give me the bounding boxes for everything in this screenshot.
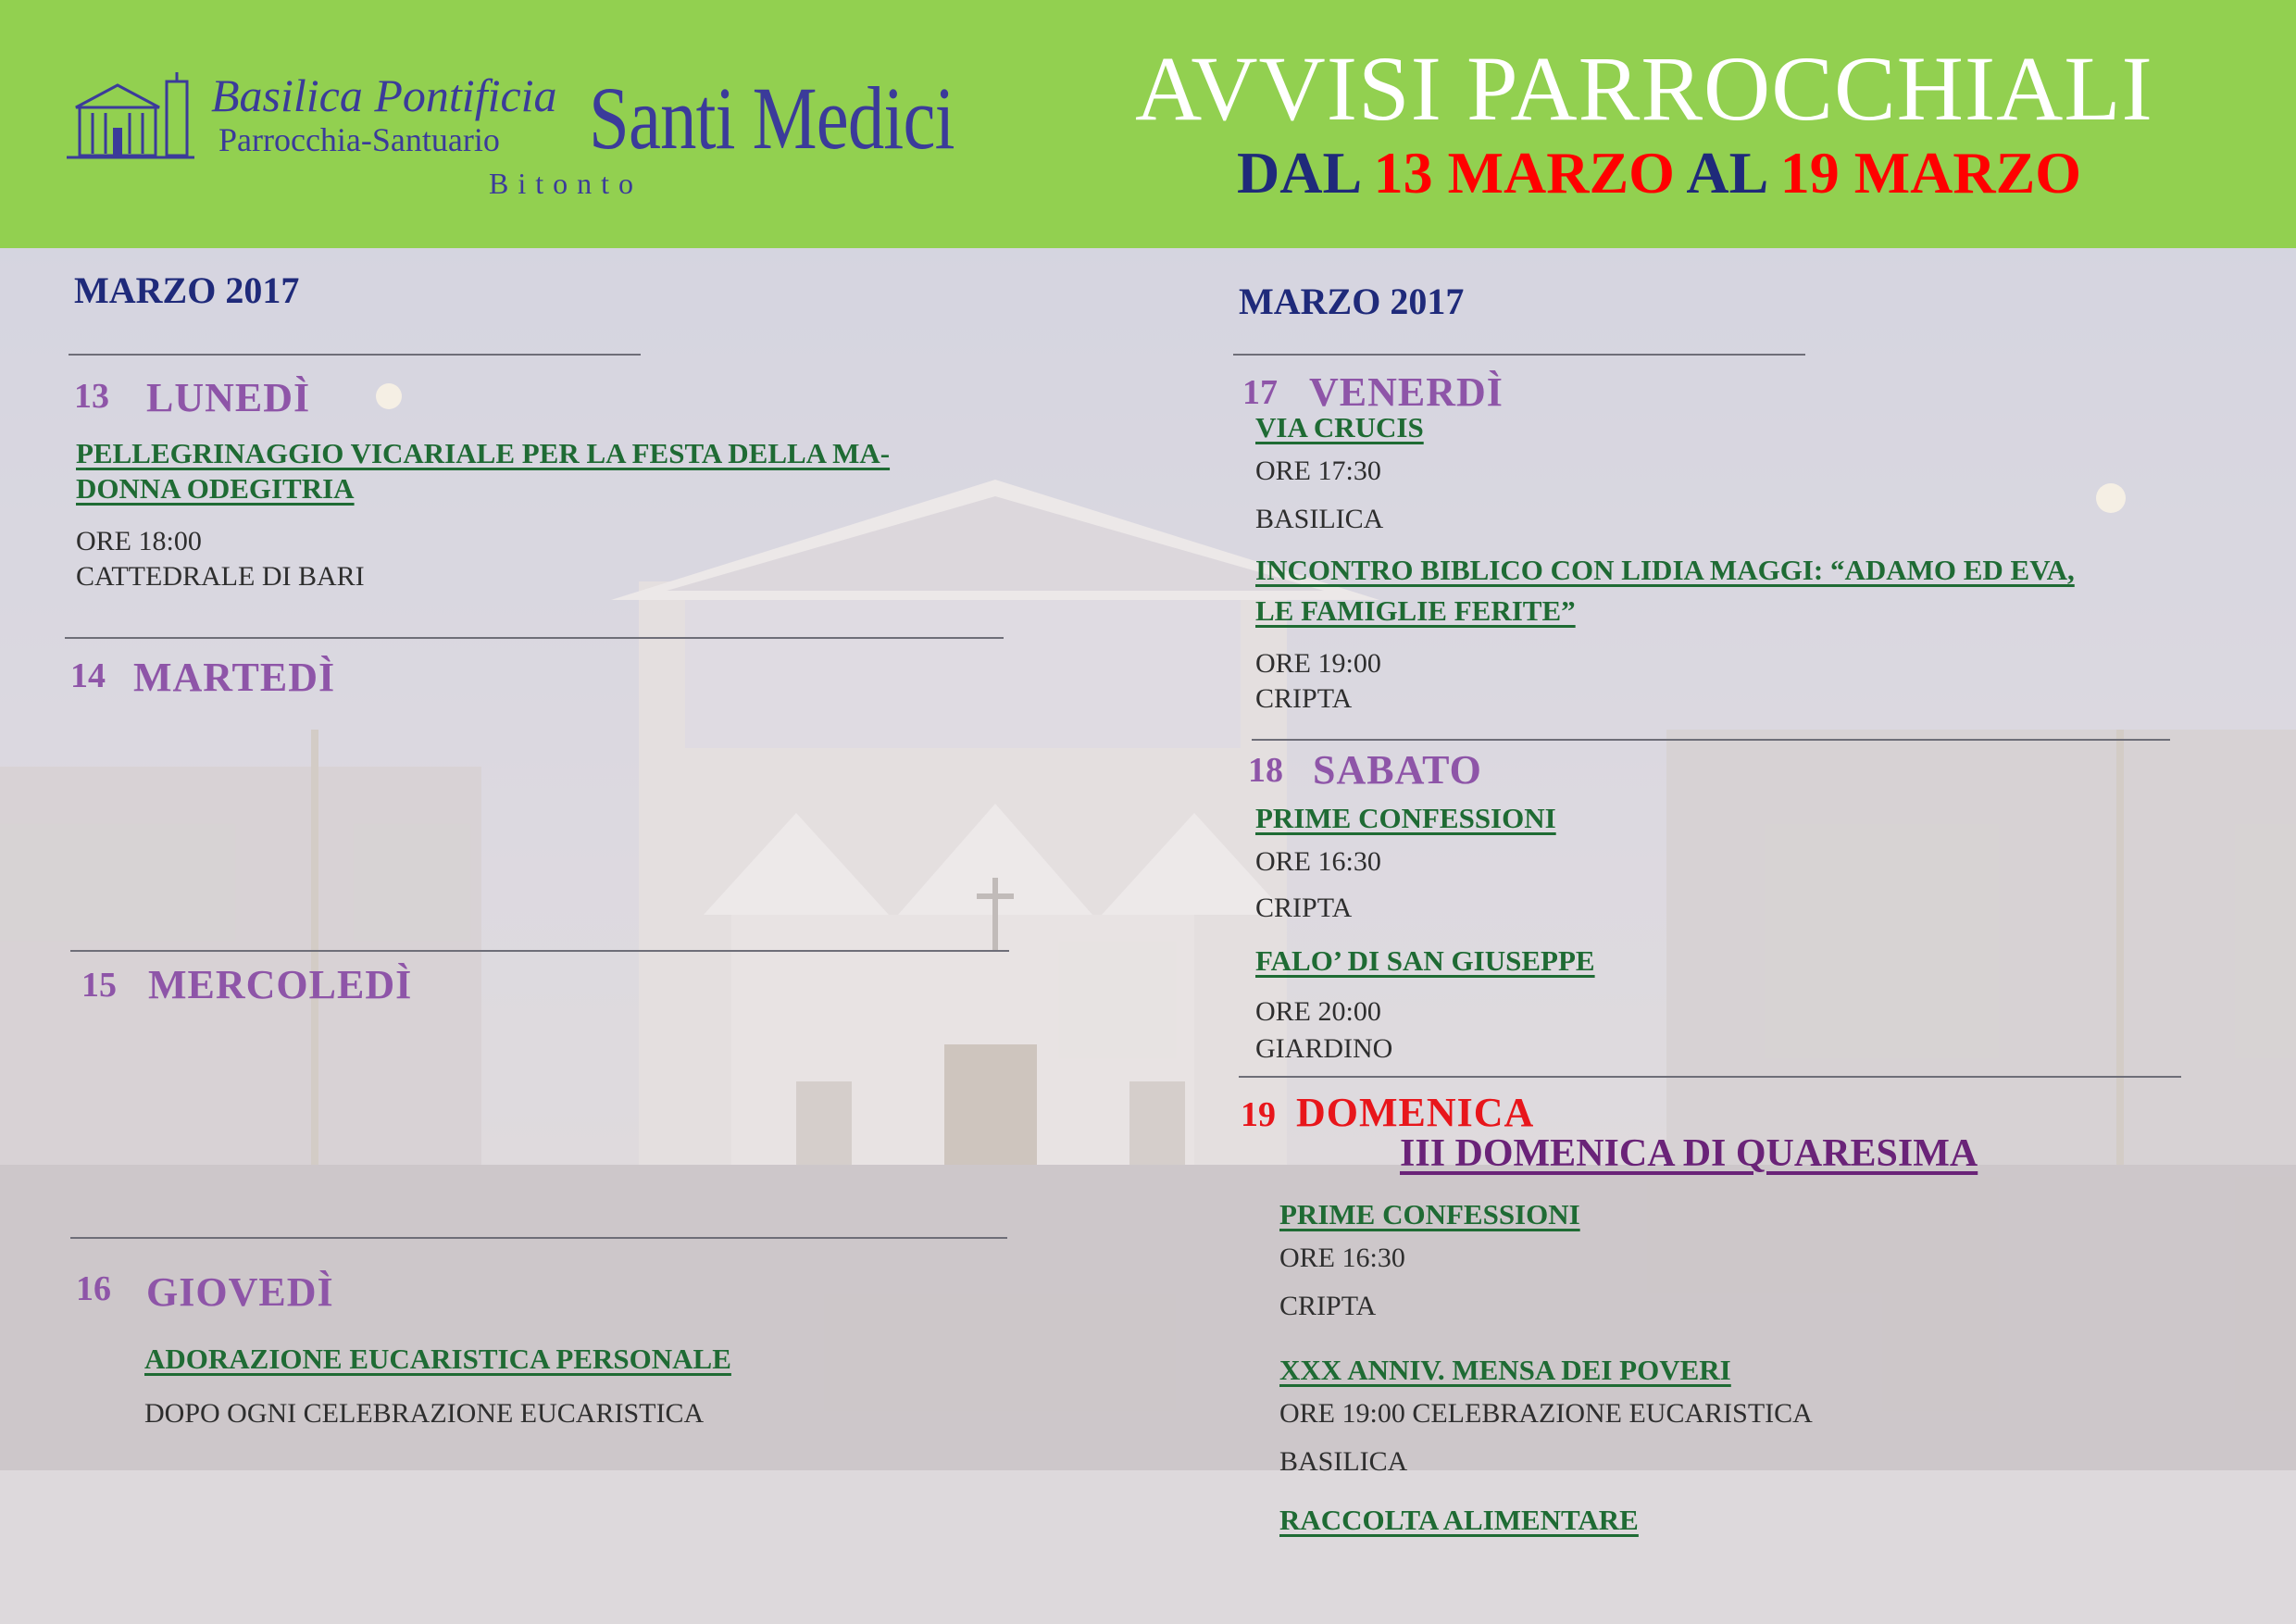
event-note: DOPO OGNI CELEBRAZIONE EUCARISTICA	[144, 1398, 705, 1429]
event-place: BASILICA	[1279, 1446, 1408, 1477]
event-title: PRIME CONFESSIONI	[1279, 1198, 1580, 1230]
day-name: MARTEDÌ	[133, 655, 336, 700]
day-divider	[1239, 1076, 2181, 1078]
event-title-cont: LE FAMIGLIE FERITE”	[1255, 594, 1576, 627]
day-divider	[70, 1237, 1007, 1239]
special-sunday-title: III DOMENICA DI QUARESIMA	[1400, 1132, 1978, 1175]
day-name: VENERDÌ	[1309, 369, 1504, 415]
event-title: RACCOLTA ALIMENTARE	[1279, 1504, 1639, 1536]
day-divider	[70, 950, 1009, 952]
day-name: DOMENICA	[1296, 1090, 1535, 1135]
day-number: 16	[76, 1269, 111, 1308]
subtitle-al: AL	[1686, 140, 1766, 206]
event-place: CRIPTA	[1279, 1291, 1377, 1321]
event-place: CRIPTA	[1255, 893, 1353, 923]
church-logo-icon	[67, 72, 196, 165]
day-number: 19	[1241, 1095, 1276, 1134]
subtitle-end-num: 19	[1779, 140, 1840, 206]
event-title: XXX ANNIV. MENSA DEI POVERI	[1279, 1354, 1731, 1386]
subtitle-start-num: 13	[1373, 140, 1433, 206]
event-place: CRIPTA	[1255, 683, 1353, 714]
event-time: ORE 20:00	[1255, 996, 1381, 1027]
event-place: BASILICA	[1255, 504, 1384, 534]
event-title: INCONTRO BIBLICO CON LIDIA MAGGI: “ADAMO ED EVA,	[1255, 554, 2075, 586]
event-title: PRIME CONFESSIONI	[1255, 802, 1556, 834]
day-name: GIOVEDÌ	[146, 1269, 334, 1315]
day-number: 17	[1242, 373, 1278, 412]
event-title: ADORAZIONE EUCARISTICA PERSONALE	[144, 1343, 731, 1375]
event-time: ORE 16:30	[1255, 846, 1381, 877]
date-range-subtitle	[1237, 139, 2081, 207]
event-time: ORE 19:00	[1255, 648, 1381, 679]
event-time: ORE 19:00 CELEBRAZIONE EUCARISTICA	[1279, 1398, 1813, 1429]
day-name: MERCOLEDÌ	[148, 962, 413, 1007]
subtitle-dal: DAL	[1237, 140, 1359, 206]
left-month-divider	[69, 354, 641, 356]
event-time: ORE 18:00	[76, 526, 202, 556]
day-divider	[65, 637, 1004, 639]
day-number: 14	[70, 656, 106, 695]
day-divider	[1252, 739, 2170, 741]
event-time: ORE 16:30	[1279, 1243, 1405, 1273]
logo-parish-text: Parrocchia-Santuario	[218, 121, 500, 158]
left-month-heading: MARZO 2017	[74, 269, 300, 311]
day-name: SABATO	[1313, 747, 1482, 793]
event-time: ORE 17:30	[1255, 456, 1381, 486]
subtitle-end-month: MARZO	[1853, 140, 2082, 206]
logo-city-text: Bitonto	[489, 167, 643, 200]
right-month-heading: MARZO 2017	[1239, 281, 1465, 322]
event-title-cont: DONNA ODEGITRIA	[76, 472, 355, 505]
day-number: 13	[74, 377, 109, 416]
day-name: LUNEDÌ	[146, 375, 311, 420]
event-title: PELLEGRINAGGIO VICARIALE PER LA FESTA DELLA MA-	[76, 437, 891, 469]
right-month-divider	[1233, 354, 1805, 356]
day-number: 15	[81, 966, 117, 1005]
logo-brand-text: Santi Medici	[589, 69, 955, 168]
event-place: GIARDINO	[1255, 1033, 1393, 1064]
subtitle-start-month: MARZO	[1447, 140, 1675, 206]
event-place: CATTEDRALE DI BARI	[76, 561, 365, 592]
logo-basilica-text: Basilica Pontificia	[211, 69, 557, 121]
day-number: 18	[1248, 751, 1283, 790]
header-banner	[0, 0, 2296, 248]
page-title: AVVISI PARROCCHIALI	[1135, 37, 2153, 140]
event-title: FALO’ DI SAN GIUSEPPE	[1255, 944, 1595, 977]
event-title: VIA CRUCIS	[1255, 411, 1424, 443]
